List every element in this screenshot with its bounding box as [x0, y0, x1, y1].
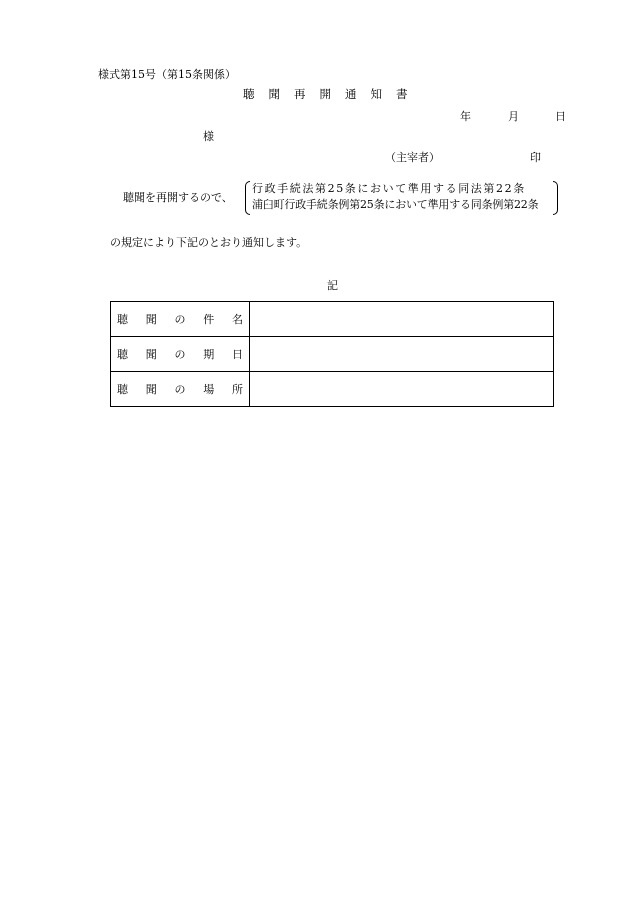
- row-label-cell: [111, 302, 250, 337]
- row-label: 聴聞の場所: [117, 383, 243, 396]
- legal-basis-brace: [245, 181, 558, 215]
- table-row: [111, 337, 554, 372]
- date-day-label: 日: [555, 110, 566, 123]
- hearing-subject-field[interactable]: [250, 302, 554, 337]
- hearing-date-field[interactable]: [250, 337, 554, 372]
- left-brace: [245, 181, 250, 215]
- ki-heading: 記: [327, 279, 338, 292]
- hearing-info-table: [110, 301, 554, 407]
- seal-mark: 印: [530, 151, 541, 164]
- form-number: 様式第15号（第15条関係）: [98, 68, 236, 81]
- row-label-cell: [111, 337, 250, 372]
- document-title: 聴聞再開通知書: [243, 87, 422, 101]
- row-label-cell: [111, 372, 250, 407]
- hearing-place-field[interactable]: [250, 372, 554, 407]
- closing-text: の規定により下記のとおり通知します。: [110, 236, 308, 249]
- addressee-suffix: 様: [203, 130, 214, 143]
- date-line: [460, 111, 566, 122]
- table-row: [111, 372, 554, 407]
- legal-basis-law: 行政手続法第25条において準用する同法第22条: [252, 182, 526, 195]
- date-year-label: 年: [460, 110, 471, 123]
- row-label: 聴聞の件名: [117, 313, 243, 326]
- legal-basis-ordinance: 浦臼町行政手続条例第25条において準用する同条例第22条: [252, 198, 539, 211]
- date-month-label: 月: [508, 110, 519, 123]
- table-row: [111, 302, 554, 337]
- row-label: 聴聞の期日: [117, 348, 243, 361]
- organizer-label: （主宰者）: [385, 151, 440, 164]
- lead-text: 聴聞を再開するので、: [123, 191, 233, 204]
- right-brace: [553, 181, 558, 215]
